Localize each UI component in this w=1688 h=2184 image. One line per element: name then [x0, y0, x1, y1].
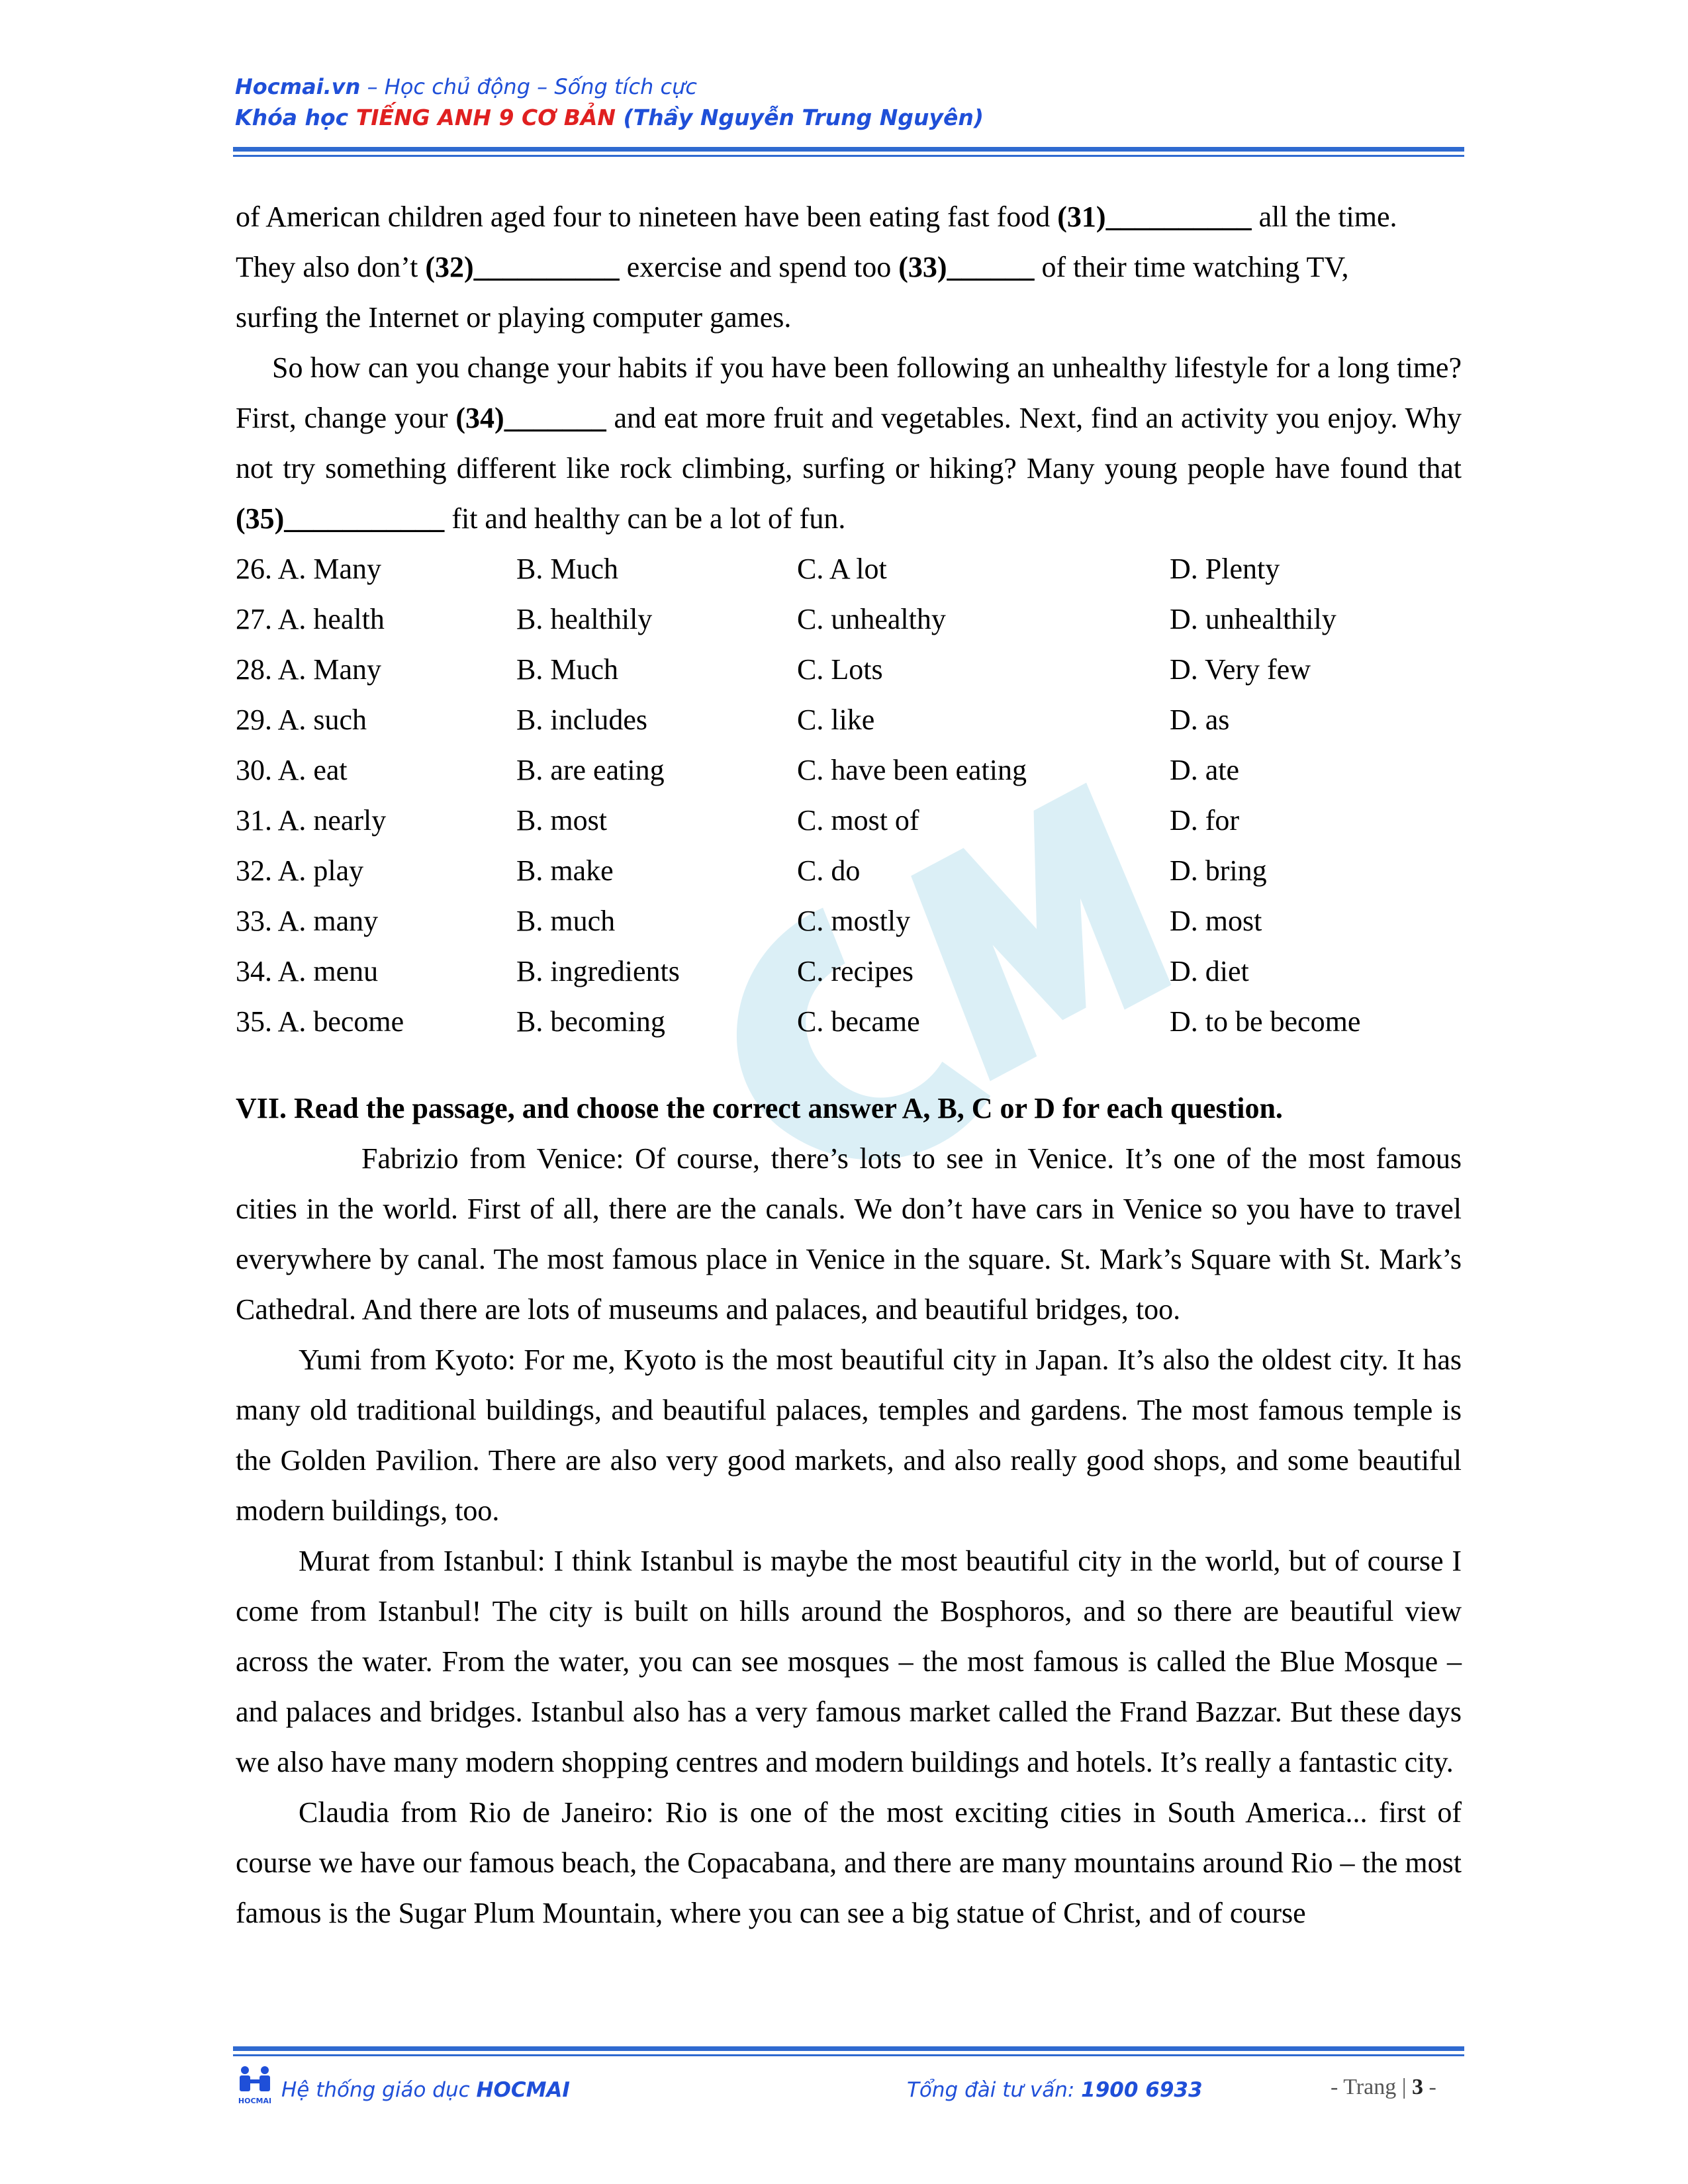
- option-b: B. are eating: [516, 754, 665, 786]
- option-c: C. like: [797, 704, 875, 736]
- option-a: 26. A. Many: [236, 553, 381, 585]
- option-a: 30. A. eat: [236, 754, 348, 786]
- header-slogan: – Học chủ động – Sống tích cực: [360, 74, 697, 99]
- footer-system-name: HOCMAI: [476, 2078, 570, 2102]
- option-d: D. bring: [1170, 854, 1267, 887]
- option-c: C. do: [797, 854, 861, 887]
- paragraph-murat: Murat from Istanbul: I think Istanbul is maybe the most beautiful city in the world, but of course I come from Istanbul! The city is built on hills around the Bosphoros, and so there are beautiful view across the water. From the water, you can see mosques – the most famous is called the Blue Mosque – and palaces and bridges. Istanbul also has a very famous market called the Frand Bazzar. But these days we also have many modern shopping centres and modern buildings and hotels. It’s really a fantastic city.: [236, 1545, 1462, 1778]
- question-row: [236, 594, 1462, 645]
- passage-text: They also don’t: [236, 251, 426, 283]
- question-row: [236, 645, 1462, 695]
- page-number-suffix: -: [1423, 2075, 1436, 2099]
- option-c: C. have been eating: [797, 754, 1027, 786]
- option-b: B. ingredients: [516, 955, 680, 987]
- option-a: 33. A. many: [236, 905, 379, 937]
- page-content: [236, 192, 1462, 1938]
- logo-text: HOCMAI: [238, 2097, 272, 2105]
- passage-text: of their time watching TV,: [1034, 251, 1349, 283]
- option-d: D. most: [1170, 905, 1262, 937]
- option-b: B. includes: [516, 704, 647, 736]
- header-teacher: (Thầy Nguyễn Trung Nguyên): [616, 105, 984, 130]
- option-c: C. became: [797, 1005, 920, 1038]
- footer-rule-thin: [233, 2054, 1464, 2056]
- question-row: [236, 745, 1462, 796]
- footer-rule-thick: [233, 2046, 1464, 2051]
- option-c: C. unhealthy: [797, 603, 946, 635]
- blank-35: (35)___________: [236, 502, 445, 535]
- page-number: [1331, 2075, 1436, 2100]
- passage-top-paragraph-2: [236, 343, 1462, 544]
- option-b: B. make: [516, 854, 614, 887]
- option-c: C. A lot: [797, 553, 887, 585]
- option-a: 35. A. become: [236, 1005, 404, 1038]
- option-b: B. much: [516, 905, 616, 937]
- blank-31: (31)__________: [1057, 201, 1252, 233]
- option-d: D. as: [1170, 704, 1230, 736]
- option-a: 34. A. menu: [236, 955, 379, 987]
- passage-text: surfing the Internet or playing computer games.: [236, 301, 792, 334]
- header-line-2: [235, 105, 984, 130]
- passage-top-paragraph-1: [236, 192, 1462, 343]
- header-course-prefix: Khóa học: [235, 105, 356, 130]
- option-c: C. most of: [797, 804, 919, 837]
- option-a: 28. A. Many: [236, 653, 381, 686]
- option-d: D. to be become: [1170, 1005, 1361, 1038]
- footer-hotline-prefix: Tổng đài tư vấn:: [907, 2078, 1082, 2102]
- option-d: D. for: [1170, 804, 1240, 837]
- header-rule-thin: [233, 155, 1464, 157]
- option-c: C. Lots: [797, 653, 883, 686]
- option-d: D. ate: [1170, 754, 1240, 786]
- option-d: D. diet: [1170, 955, 1249, 987]
- question-row: [236, 896, 1462, 946]
- blank-32: (32)__________: [425, 251, 620, 283]
- hocmai-logo-icon: [236, 2065, 274, 2106]
- question-row: [236, 997, 1462, 1047]
- page-header: [235, 74, 984, 130]
- question-row: [236, 796, 1462, 846]
- footer-hotline-number: 1900 6933: [1081, 2078, 1203, 2102]
- header-course-name: TIẾNG ANH 9 CƠ BẢN: [355, 105, 616, 130]
- option-c: C. mostly: [797, 905, 911, 937]
- passage-text: of American children aged four to nineteen have been eating fast food: [236, 201, 1058, 233]
- option-a: 31. A. nearly: [236, 804, 387, 837]
- header-line-1: [235, 74, 984, 99]
- header-rule-thick: [233, 147, 1464, 152]
- passage-text: and eat more fruit and vegetables. Next, find an activity you enjoy. Why not try something different like rock climbing, surfing or hiking? Many young people have found that: [236, 402, 1462, 484]
- option-b: B. Much: [516, 653, 618, 686]
- page-number-prefix: - Trang |: [1331, 2075, 1413, 2099]
- question-list: [236, 544, 1462, 1047]
- passage-text: fit and healthy can be a lot of fun.: [444, 502, 846, 535]
- paragraph-yumi: Yumi from Kyoto: For me, Kyoto is the most beautiful city in Japan. It’s also the oldest city. It has many old traditional buildings, and beautiful palaces, temples and gardens. The most famous temple is the Golden Pavilion. There are also very good markets, and also really good shops, and some beautiful modern buildings, too.: [236, 1343, 1462, 1527]
- question-row: [236, 544, 1462, 594]
- option-b: B. most: [516, 804, 607, 837]
- blank-33: (33)______: [898, 251, 1035, 283]
- footer-system-prefix: Hệ thống giáo dục: [281, 2078, 477, 2102]
- question-row: [236, 695, 1462, 745]
- footer-system: [281, 2078, 570, 2102]
- passage-text: all the time.: [1251, 201, 1397, 233]
- question-row: [236, 946, 1462, 997]
- option-d: D. Very few: [1170, 653, 1311, 686]
- blank-34: (34)_______: [455, 402, 606, 434]
- section-7-title: VII. Read the passage, and choose the correct answer A, B, C or D for each question.: [236, 1092, 1283, 1124]
- footer-hotline: [907, 2078, 1203, 2102]
- option-d: D. Plenty: [1170, 553, 1280, 585]
- header-brand: Hocmai.vn: [235, 74, 361, 99]
- question-row: [236, 846, 1462, 896]
- option-b: B. Much: [516, 553, 618, 585]
- paragraph-claudia: Claudia from Rio de Janeiro: Rio is one of the most exciting cities in South America... first of course we have our famous beach, the Copacabana, and there are many mountains around Rio – the most famous is the Sugar Plum Mountain, where you can see a big statue of Christ, and of course: [236, 1796, 1462, 1929]
- page-number-value: 3: [1412, 2075, 1424, 2099]
- option-a: 32. A. play: [236, 854, 364, 887]
- paragraph-fabrizio: Fabrizio from Venice: Of course, there’s lots to see in Venice. It’s one of the most famous cities in the world. First of all, there are the canals. We don’t have cars in Venice so you have to travel everywhere by canal. The most famous place in Venice in the square. St. Mark’s Square with St. Mark’s Cathedral. And there are lots of museums and palaces, and beautiful bridges, too.: [236, 1142, 1462, 1326]
- option-b: B. healthily: [516, 603, 653, 635]
- passage-text: exercise and spend too: [619, 251, 899, 283]
- option-c: C. recipes: [797, 955, 914, 987]
- passage-text: So how can you change your habits if you have been following an unhealthy lifestyle for a long time? First, change your: [236, 351, 1462, 434]
- option-a: 29. A. such: [236, 704, 367, 736]
- option-b: B. becoming: [516, 1005, 665, 1038]
- option-a: 27. A. health: [236, 603, 385, 635]
- option-d: D. unhealthily: [1170, 603, 1336, 635]
